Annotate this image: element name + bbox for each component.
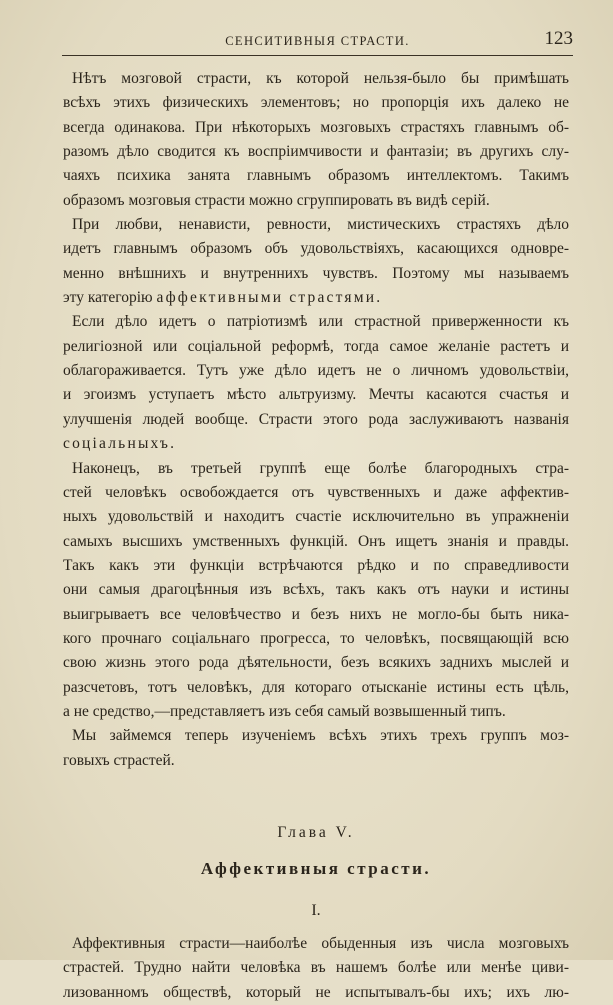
text-line bbox=[63, 286, 569, 310]
text-line: Такъ какъ эти функціи встрѣчаются рѣдко и по справедливости bbox=[63, 556, 569, 574]
text-line: улучшенія людей вообще. Страсти этого рода заслуживаютъ названія bbox=[63, 410, 569, 428]
chapter-title: Аффективныя страсти. bbox=[200, 858, 432, 878]
text-line: облагораживается. Тутъ уже дѣло идетъ не о личномъ удовольствіи, bbox=[63, 362, 569, 380]
text-line: всѣхъ этихъ физическихъ элементовъ; но пропорція ихъ далеко не bbox=[63, 94, 569, 112]
paragraph bbox=[63, 457, 569, 725]
text-line: кого прочнаго соціальнаго прогресса, то человѣкъ, посвящающій всю bbox=[63, 629, 569, 647]
text-line bbox=[63, 432, 569, 456]
text-line: менно внѣшнихъ и внутреннихъ чувствъ. Поэтому мы называемъ bbox=[63, 264, 569, 282]
text-line: они самыя драгоцѣнныя изъ всѣхъ, такъ какъ отъ науки и истины bbox=[63, 581, 569, 599]
text-line: всегда одинакова. При нѣкоторыхъ мозговыхъ страстяхъ главнымъ об- bbox=[63, 118, 569, 136]
text-line: Наконецъ, въ третьей группѣ еще болѣе благородныхъ стра- bbox=[72, 459, 569, 477]
text-line: чаяхъ психика занята главнымъ образомъ интеллектомъ. Такимъ bbox=[63, 167, 569, 185]
text-line: и эгоизмъ уступаетъ мѣсто альтруизму. Мечты касаются счастья и bbox=[63, 386, 569, 404]
text-line: идетъ главнымъ образомъ объ удовольствіяхъ, касающихся одновре- bbox=[63, 240, 569, 258]
text-line: Мы займемся теперь изученіемъ всѣхъ этихъ трехъ группъ моз- bbox=[72, 727, 569, 745]
text-line: самыхъ высшихъ умственныхъ функцій. Онъ ищетъ знанія и правды. bbox=[63, 532, 569, 550]
paragraph bbox=[63, 932, 569, 1005]
paragraph bbox=[63, 310, 569, 456]
spacer bbox=[63, 773, 569, 818]
text-line: страстей. Трудно найти человѣка въ нашемъ болѣе или менѣе циви- bbox=[63, 959, 569, 977]
text-line: стей человѣкъ освобождается отъ чувственныхъ и даже аффектив- bbox=[63, 483, 569, 501]
spaced-term: соціальныхъ. bbox=[63, 435, 177, 453]
body-text bbox=[63, 67, 569, 1005]
text-line: Аффективныя страсти—наиболѣе обыденныя изъ числа мозговыхъ bbox=[72, 934, 569, 952]
spaced-term: аффективными страстями. bbox=[156, 289, 383, 307]
section-number: I. bbox=[311, 901, 321, 919]
text-line: Нѣтъ мозговой страсти, къ которой нельзя-было бы примѣшать bbox=[72, 70, 569, 87]
running-head: СЕНСИТИВНЫЯ СТРАСТИ. bbox=[225, 34, 410, 48]
text-line: разсчетовъ, тотъ человѣкъ, для котораго отысканіе истины есть цѣль, bbox=[63, 678, 569, 696]
paragraph bbox=[63, 213, 569, 310]
text-run: эту категорію bbox=[63, 289, 157, 307]
page-number: 123 bbox=[544, 28, 573, 49]
paragraph bbox=[63, 67, 569, 213]
text-line: При любви, ненависти, ревности, мистическихъ страстяхъ дѣло bbox=[72, 216, 569, 234]
page-header bbox=[62, 28, 573, 54]
text-line: религіозной или соціальной реформѣ, тогда самое желаніе растетъ и bbox=[63, 337, 569, 355]
text-line: выигрываетъ все человѣчество и безъ нихъ не могло-бы быть ника- bbox=[63, 605, 569, 623]
text-line: лизованномъ обществѣ, который не испытывалъ-бы ихъ; ихъ лю- bbox=[63, 983, 569, 1001]
text-line: разомъ дѣло сводится къ воспріимчивости и фантазіи; въ другихъ слу- bbox=[63, 143, 569, 161]
text-line: Если дѣло идетъ о патріотизмѣ или страстной приверженности къ bbox=[72, 313, 569, 331]
chapter-label: Глава V. bbox=[277, 823, 355, 841]
text-line: свою жизнь этого рода дѣятельности, безъ всякихъ заднихъ мыслей и bbox=[63, 654, 569, 672]
text-line: говыхъ страстей. bbox=[63, 751, 175, 769]
text-line: а не средство,—представляетъ изъ себя самый возвышенный типъ. bbox=[63, 702, 506, 720]
text-line: ныхъ удовольствій и находитъ счастіе исключительно въ упражненіи bbox=[63, 508, 569, 526]
header-rule bbox=[62, 55, 573, 56]
paragraph bbox=[63, 724, 569, 773]
text-line: образомъ мозговыя страсти можно сгруппировать въ видѣ серій. bbox=[63, 191, 490, 209]
